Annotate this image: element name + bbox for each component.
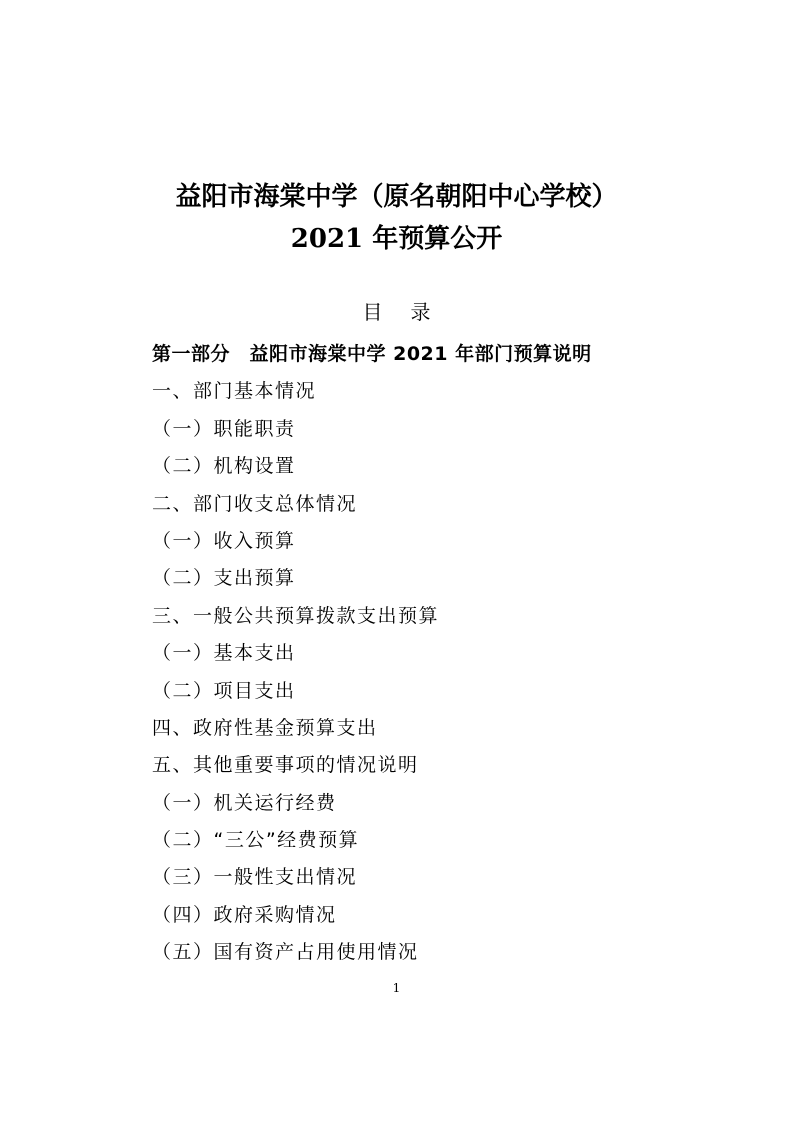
toc-item: （一）机关运行经费 [152,791,337,814]
toc-item: （三）一般性支出情况 [152,866,358,889]
table-of-contents [152,336,712,972]
toc-item: 四、政府性基金预算支出 [152,716,378,739]
toc-item: （二）机构设置 [152,455,296,478]
document-subtitle: 2021 年预算公开 [290,224,503,254]
toc-item: （一）基本支出 [152,642,296,665]
toc-heading: 目录 [362,300,459,324]
document-title: 益阳市海棠中学（原名朝阳中心学校） [175,182,618,212]
toc-item: 二、部门收支总体情况 [152,492,358,515]
toc-item: （五）国有资产占用使用情况 [152,941,419,964]
toc-item: 一、部门基本情况 [152,380,317,403]
toc-item-part-1: 第一部分 益阳市海棠中学 2021 年部门预算说明 [152,343,592,365]
toc-item: 五、其他重要事项的情况说明 [152,754,419,777]
toc-item: （二）支出预算 [152,567,296,590]
toc-item: （二）“三公”经费预算 [152,829,360,852]
toc-item: （四）政府采购情况 [152,903,337,926]
page-number: 1 [392,981,401,995]
toc-item: （二）项目支出 [152,679,296,702]
toc-item: 三、一般公共预算拨款支出预算 [152,604,440,627]
toc-item: （一）收入预算 [152,529,296,552]
toc-item: （一）职能职责 [152,417,296,440]
